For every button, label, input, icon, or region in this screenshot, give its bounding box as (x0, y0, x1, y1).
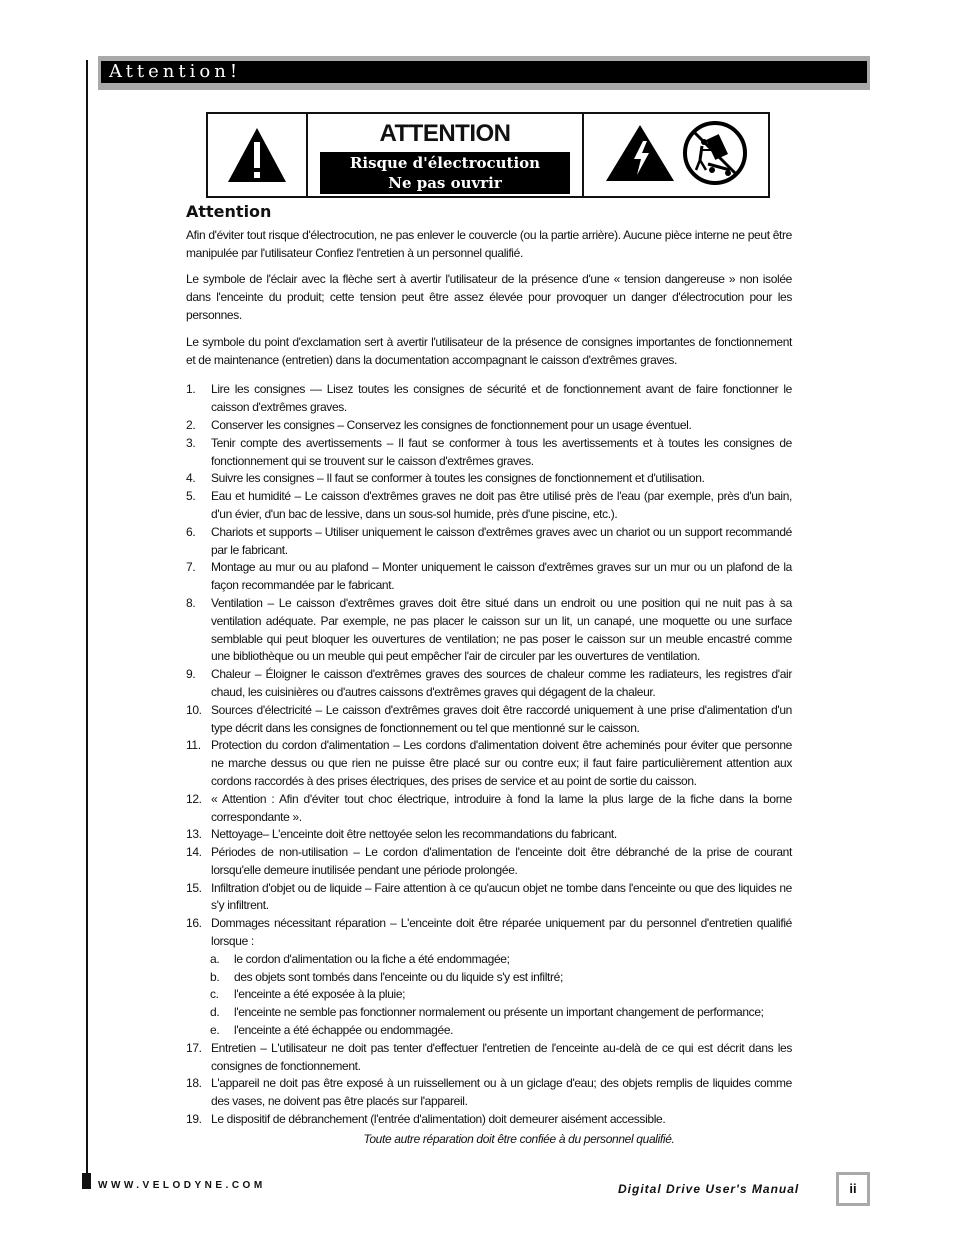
safety-content (186, 203, 792, 1149)
footer-manual-title: Digital Drive User's Manual (618, 1182, 800, 1196)
warning-line-1: Risque d'électrocution (349, 154, 541, 172)
list-item: 8. Ventilation – Le caisson d'extrêmes graves doit être situé dans un endroit ou une position qui ne nuit pas à sa ventilation adéquate. Par exemple, ne pas placer le caisson sur un lit, un canapé, une moquette ou une surface semblable qui peut bloquer les ouvertures de ventilation; ne pas poser le caisson sur un meuble encastré comme une bibliothèque ou un meuble qui peut empêcher l'air de circuler par les ouvertures de ventilation. (186, 595, 792, 664)
sub-list-item: e. l'enceinte a été échappée ou endommagée. (210, 1023, 454, 1038)
list-item: 17. Entretien – L'utilisateur ne doit pas tenter d'effectuer l'entretien de l'enceinte au-delà de ce qui est décrit dans les consignes de fonctionnement. (186, 1040, 792, 1073)
left-margin-rule (86, 60, 88, 1175)
left-margin-rule-end (82, 1173, 91, 1189)
sub-list-item: c. l'enceinte a été exposée à la pluie; (210, 987, 406, 1002)
sub-list-item: a. le cordon d'alimentation ou la fiche a été endommagée; (210, 951, 510, 966)
list-item: 4. Suivre les consignes – Il faut se conformer à toutes les consignes de fonctionnement et d'utilisation. (186, 471, 705, 486)
lightning-triangle-icon (604, 123, 676, 188)
list-item: 7. Montage au mur ou au plafond – Monter uniquement le caisson d'extrêmes graves sur un mur ou un plafond de la façon recommandée par le fabricant. (186, 560, 792, 593)
warning-line-2: Ne pas ouvrir (388, 174, 502, 192)
list-item: 15. Infiltration d'objet ou de liquide – Faire attention à ce qu'aucun objet ne tombe dans l'enceinte ou que des liquides ne s'y infiltrent. (186, 880, 792, 913)
list-item: 16. Dommages nécessitant réparation – L'enceinte doit être réparée uniquement par du personnel d'entretien qualifié lorsque : (186, 916, 792, 949)
section-header (98, 56, 870, 90)
list-item: 11. Protection du cordon d'alimentation – Les cordons d'alimentation doivent être acheminés pour éviter que personne ne marche dessus ou que rien ne puisse être placé sur ou contre eux; il faut faire particulièrement attention aux cordons raccordés à des prises électriques, des prises de service et au point de sortie du caisson. (186, 738, 792, 788)
list-item: 5. Eau et humidité – Le caisson d'extrêmes graves ne doit pas être utilisé près de l'eau (par exemple, près d'un bain, d'un évier, d'un bac de lessive, dans un sous-sol humide, près d'une piscine, etc.). (186, 489, 792, 521)
list-item: 14. Périodes de non-utilisation – Le cordon d'alimentation de l'enceinte doit être débranché de la prise de courant lorsqu'elle demeure inutilisée pendant une période prolongée. (186, 845, 792, 877)
page-number-box (836, 1172, 870, 1206)
list-item: 18. L'appareil ne doit pas être exposé à un ruissellement ou à un giclage d'eau; des objets remplis de liquides comme des vases, ne doivent pas être placés sur l'appareil. (186, 1076, 792, 1109)
sub-list-item: d. l'enceinte ne semble pas fonctionner normalement ou présente un important changement de performance; (210, 1005, 764, 1020)
lightning-symbol-paragraph: Le symbole de l'éclair avec la flèche sert à avertir l'utilisateur de la présence d'une « tension dangereuse » non isolée dans l'enceinte du produit; cette tension peut être assez élevée pour provoquer un danger d'électrocution pour les personnes. (186, 272, 792, 322)
footer-website: WWW.VELODYNE.COM (98, 1180, 266, 1191)
list-item: 19. Le dispositif de débranchement (l'entrée d'alimentation) doit demeurer aisément accessible. (186, 1112, 666, 1127)
list-item: 13. Nettoyage– L'enceinte doit être nettoyée selon les recommandations du fabricant. (186, 827, 617, 842)
intro-paragraph: Afin d'éviter tout risque d'électrocution, ne pas enlever le couvercle (ou la partie arrière). Aucune pièce interne ne peut être manipulée par l'utilisateur Confiez l'entretien à un personnel qualifié. (186, 227, 792, 260)
warning-title: ATTENTION (379, 120, 511, 147)
list-item: 2. Conserver les consignes – Conservez les consignes de fonctionnement pour un usage éventuel. (186, 417, 692, 432)
safety-instructions-list (186, 381, 792, 1128)
section-title: Attention (186, 202, 272, 221)
exclamation-symbol-paragraph: Le symbole du point d'exclamation sert à avertir l'utilisateur de la présence de consignes importantes de fonctionnement et de maintenance (entretien) dans la documentation accompagnant le caisson d'extrêmes graves. (186, 334, 792, 367)
page-number: ii (839, 1175, 867, 1203)
section-header-title: Attention! (101, 61, 867, 83)
list-item: 9. Chaleur – Éloigner le caisson d'extrêmes graves des sources de chaleur comme les radiateurs, les registres d'air chaud, les cuisinières ou d'autres caissons d'extrêmes graves qui dégagent de la chaleur. (186, 667, 792, 699)
closing-note: Toute autre réparation doit être confiée à du personnel qualifié. (363, 1131, 675, 1146)
list-item: 1. Lire les consignes — Lisez toutes les consignes de sécurité et de fonctionnement avant de faire fonctionner le caisson d'extrêmes graves. (186, 382, 792, 415)
list-item: 12. « Attention : Afin d'éviter tout choc électrique, introduire à fond la lame la plus large de la fiche dans la borne correspondante ». (186, 791, 792, 824)
warning-label (206, 112, 770, 198)
exclamation-triangle-icon (208, 114, 308, 196)
warning-banner (320, 152, 570, 194)
list-item: 10. Sources d'électricité – Le caisson d'extrêmes graves doit être raccordé uniquement à une prise d'alimentation d'un type décrit dans les consignes de fonctionnement ou tel que mentionné sur le caisson. (186, 702, 792, 735)
no-cart-tipover-icon (682, 120, 748, 191)
list-item: 3. Tenir compte des avertissements – Il faut se conformer à tous les avertissements et à toutes les consignes de fonctionnement qui se trouvent sur le caisson d'extrêmes graves. (186, 435, 792, 468)
list-item: 6. Chariots et supports – Utiliser uniquement le caisson d'extrêmes graves avec un chariot ou un support recommandé par le fabricant. (186, 524, 792, 557)
sub-list-item: b. des objets sont tombés dans l'enceinte ou du liquide s'y est infiltré; (210, 969, 563, 984)
